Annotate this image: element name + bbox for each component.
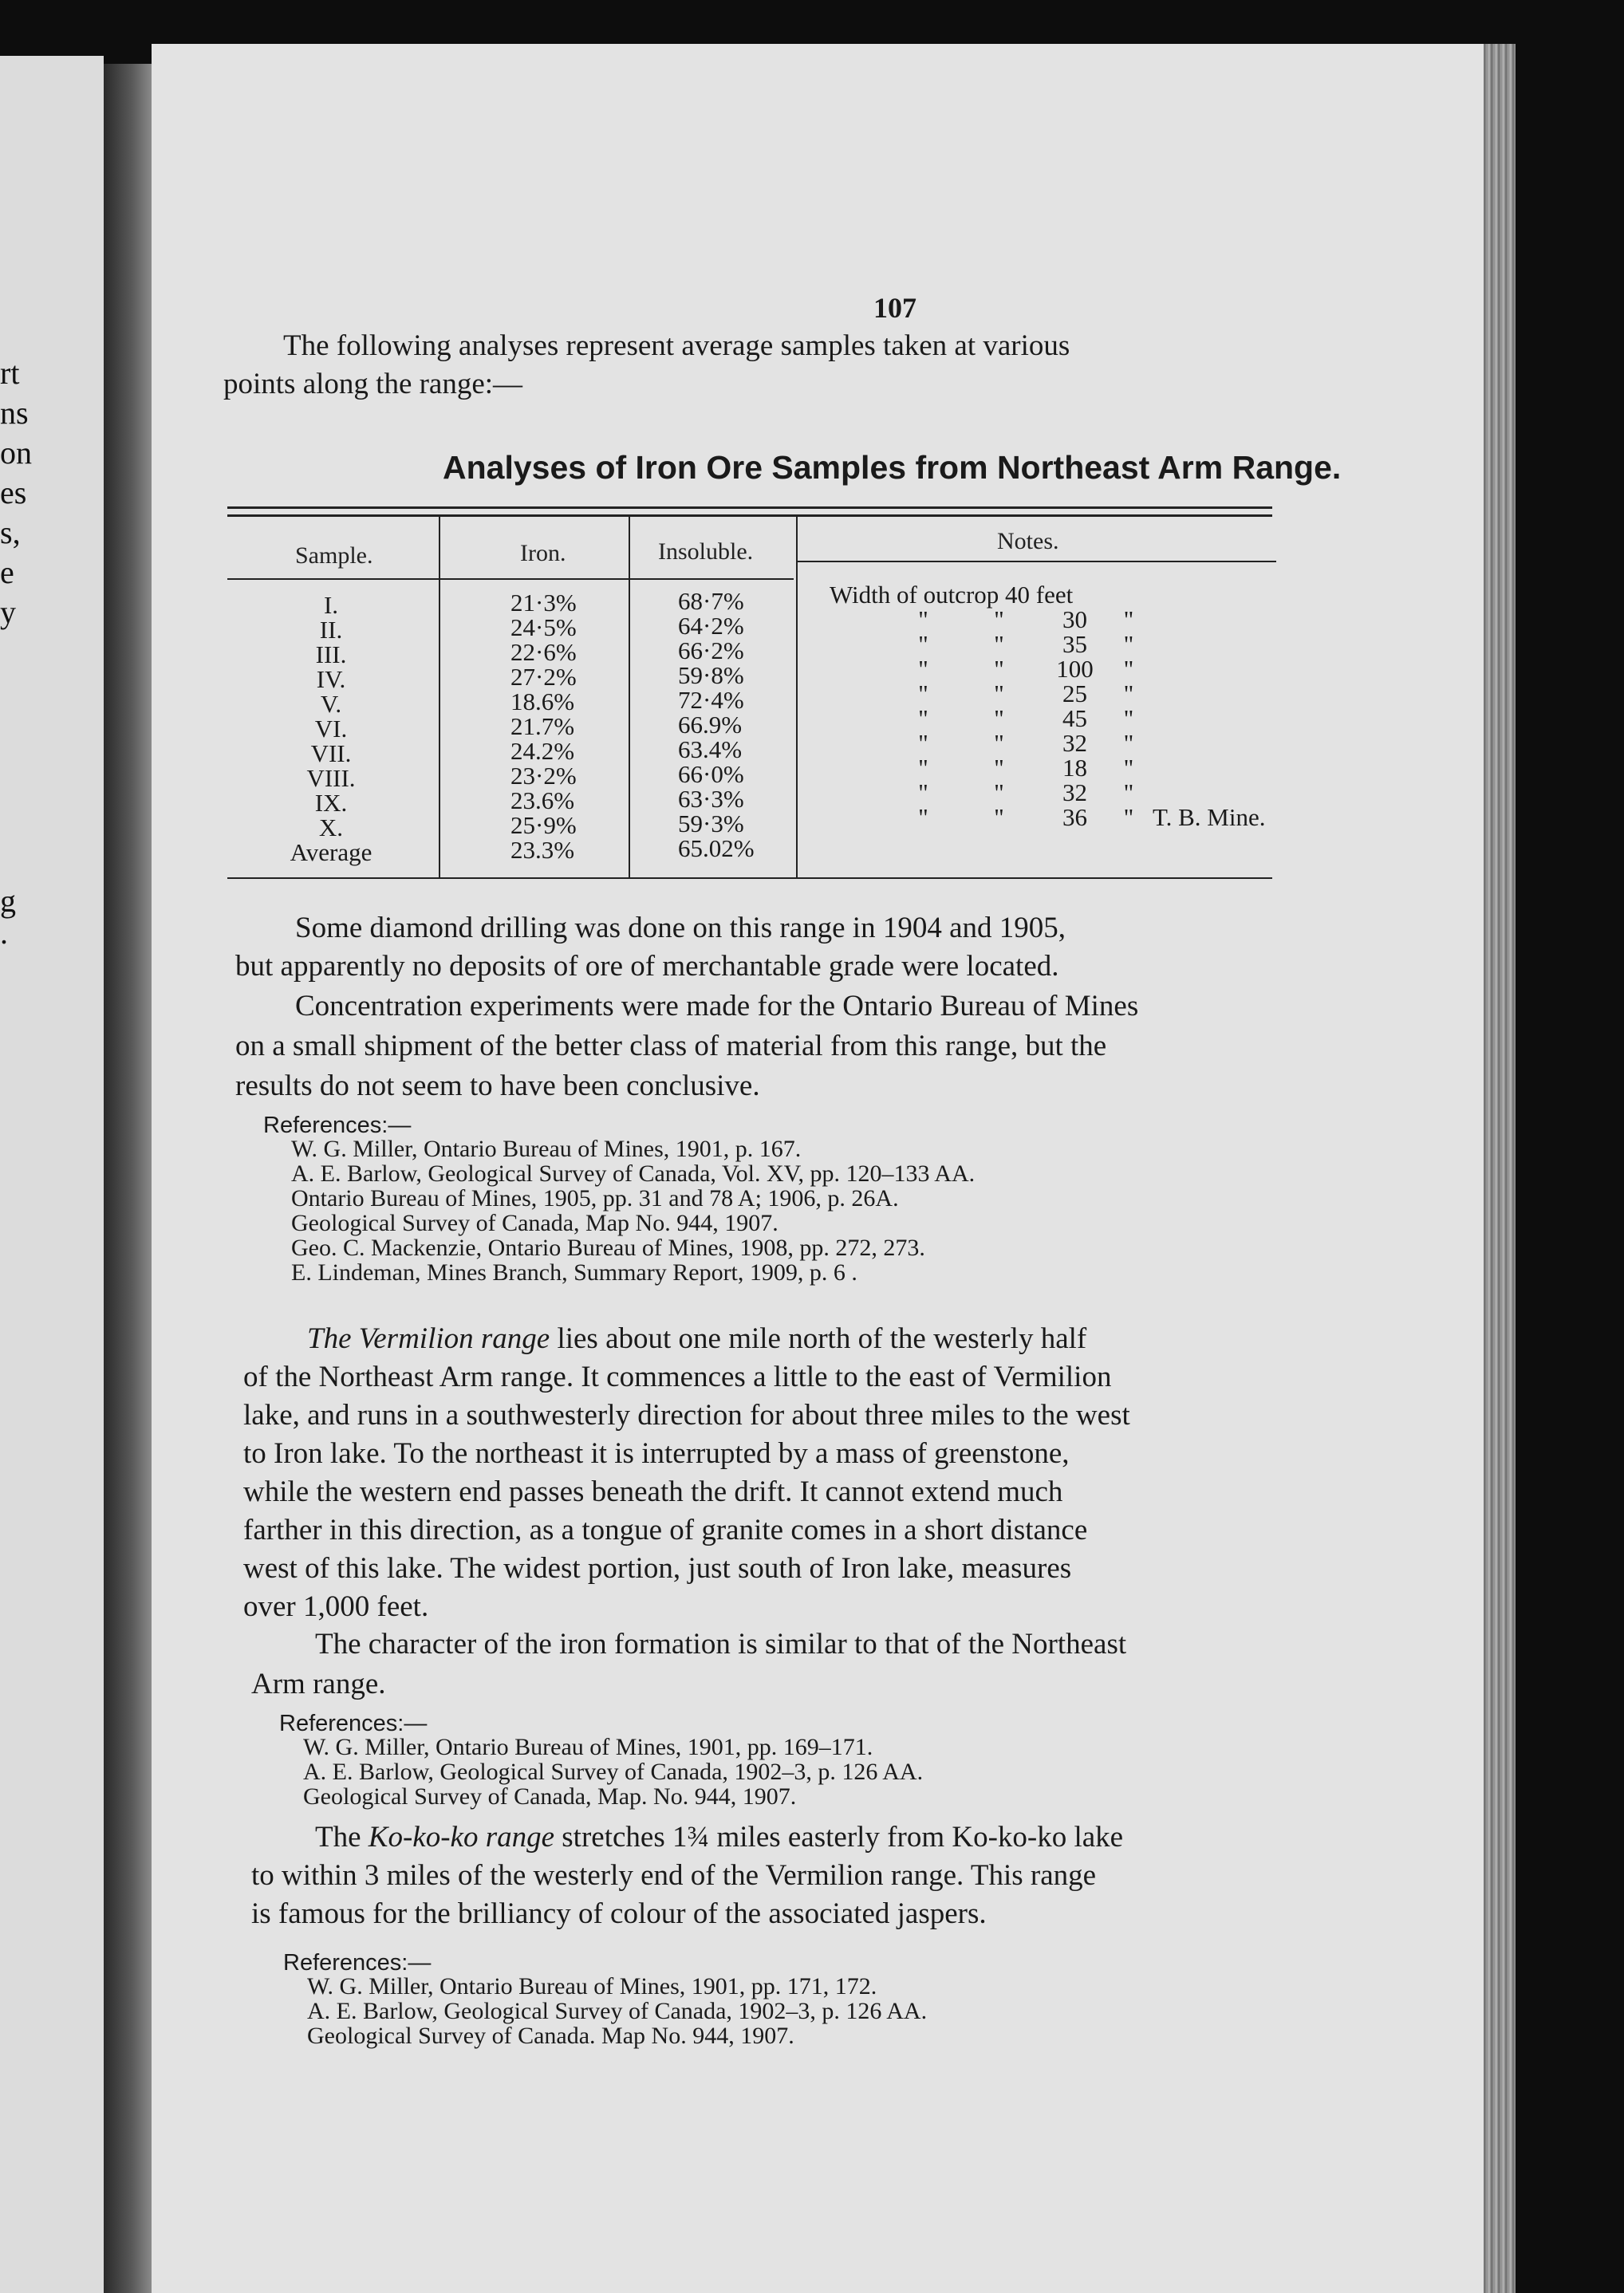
notes-row: [830, 780, 1266, 805]
paragraph-line: results do not seem to have been conclusive.: [235, 1070, 760, 1102]
references-heading: References:—: [279, 1711, 428, 1736]
left-fragment: y: [0, 594, 16, 630]
intro-line: points along the range:—: [223, 368, 523, 400]
iron-cell: 21.7%: [510, 712, 575, 740]
outcrop-feet: 35: [1062, 630, 1087, 658]
ditto-mark: ": [1123, 778, 1134, 806]
kokoko-range-name: Ko-ko-ko range: [368, 1821, 555, 1854]
reference-item: W. G. Miller, Ontario Bureau of Mines, 1901, p. 167.: [291, 1136, 802, 1162]
left-fragment: es: [0, 475, 27, 510]
insoluble-cell: 72·4%: [678, 686, 744, 714]
left-fragment: s,: [0, 514, 21, 550]
paragraph-line: but apparently no deposits of ore of merchantable grade were located.: [235, 950, 1059, 983]
insoluble-cell: 66·2%: [678, 636, 744, 664]
book-gutter: [104, 64, 152, 2293]
outcrop-feet: 32: [1062, 729, 1087, 757]
ditto-mark: ": [994, 803, 1004, 831]
paragraph-line: to within 3 miles of the westerly end of the Vermilion range. This range: [251, 1859, 1097, 1892]
paragraph-line: Some diamond drilling was done on this range in 1904 and 1905,: [295, 912, 1066, 944]
notes-row: [830, 607, 1266, 632]
paragraph-line: Concentration experiments were made for the Ontario Bureau of Mines: [295, 990, 1139, 1022]
insoluble-cell: 68·7%: [678, 587, 744, 615]
header-insoluble: Insoluble.: [658, 538, 754, 565]
notes-row: [830, 681, 1266, 706]
notes-row: [830, 656, 1266, 681]
reference-item: E. Lindeman, Mines Branch, Summary Report, 1909, p. 6 .: [291, 1259, 857, 1286]
reference-item: A. E. Barlow, Geological Survey of Canada, Vol. XV, pp. 120–133 AA.: [291, 1160, 976, 1187]
notes-row: [830, 755, 1266, 780]
paragraph-line: to Iron lake. To the northeast it is interrupted by a mass of greenstone,: [243, 1437, 1070, 1470]
insoluble-cell: 59·3%: [678, 810, 744, 837]
kokoko-prefix: The: [315, 1821, 369, 1854]
reference-item: W. G. Miller, Ontario Bureau of Mines, 1901, pp. 171, 172.: [307, 1973, 877, 1999]
ditto-mark: ": [994, 754, 1004, 782]
ditto-mark: ": [918, 778, 928, 806]
intro-line: The following analyses represent average samples taken at various: [283, 329, 1070, 362]
iron-cell: 23·2%: [510, 762, 577, 790]
notes-first: Width of outcrop 40 feet: [830, 581, 1074, 609]
column-divider: [439, 516, 440, 877]
notes-column: [830, 582, 1266, 829]
sample-cell: III.: [315, 640, 347, 668]
page-number: 107: [873, 292, 916, 324]
ditto-mark: ": [994, 680, 1004, 707]
ditto-mark: ": [1123, 803, 1134, 831]
iron-cell: 24·5%: [510, 613, 577, 641]
ditto-mark: ": [994, 704, 1004, 732]
iron-cell: 27·2%: [510, 663, 577, 691]
iron-cell: 25·9%: [510, 811, 577, 839]
reference-item: Geo. C. Mackenzie, Ontario Bureau of Mines, 1908, pp. 272, 273.: [291, 1235, 925, 1261]
reference-item: W. G. Miller, Ontario Bureau of Mines, 1901, pp. 169–171.: [303, 1734, 873, 1760]
table-top-rule: [227, 506, 1272, 509]
paragraph-line: farther in this direction, as a tongue of granite comes in a short distance: [243, 1514, 1088, 1546]
reference-item: Geological Survey of Canada, Map. No. 944, 1907.: [303, 1783, 797, 1810]
left-fragment: g: [0, 883, 16, 919]
notes-row: [830, 632, 1266, 656]
iron-cell: 24.2%: [510, 737, 575, 765]
ditto-mark: ": [918, 680, 928, 707]
outcrop-feet: 45: [1062, 704, 1087, 732]
ditto-mark: ": [918, 803, 928, 831]
ditto-mark: ": [994, 605, 1004, 633]
paragraph-line: over 1,000 feet.: [243, 1590, 429, 1623]
reference-item: Ontario Bureau of Mines, 1905, pp. 31 and 78 A; 1906, p. 26A.: [291, 1185, 899, 1212]
paragraph-line: of the Northeast Arm range. It commences a little to the east of Vermilion: [243, 1361, 1112, 1393]
ditto-mark: ": [1123, 655, 1134, 683]
outcrop-feet: 25: [1062, 680, 1087, 707]
header-notes: Notes.: [997, 528, 1059, 554]
outcrop-feet: 36: [1062, 803, 1087, 831]
notes-row: [830, 805, 1266, 829]
paragraph-line: lake, and runs in a southwesterly direction for about three miles to the west: [243, 1399, 1130, 1432]
notes-header-rule: [798, 561, 1276, 562]
ditto-mark: ": [994, 655, 1004, 683]
vermilion-first-line: [307, 1320, 1086, 1358]
reference-item: A. E. Barlow, Geological Survey of Canada, 1902–3, p. 126 AA.: [303, 1759, 924, 1785]
ditto-mark: ": [994, 729, 1004, 757]
outcrop-feet: 18: [1062, 754, 1087, 782]
reference-item: Geological Survey of Canada, Map No. 944, 1907.: [291, 1210, 778, 1236]
ditto-mark: ": [1123, 630, 1134, 658]
header-iron: Iron.: [520, 540, 566, 566]
paragraph-line: Arm range.: [251, 1668, 386, 1700]
ditto-mark: ": [1123, 729, 1134, 757]
iron-cell: 18.6%: [510, 688, 575, 715]
kokoko-first-rest: stretches 1¾ miles easterly from Ko-ko-ko lake: [554, 1821, 1124, 1854]
notes-row: [830, 706, 1266, 731]
sample-cell: VIII.: [306, 764, 356, 792]
table-top-rule: [227, 514, 1272, 517]
ditto-mark: ": [918, 655, 928, 683]
sample-cell: IV.: [316, 665, 346, 693]
ditto-mark: ": [1123, 605, 1134, 633]
ditto-mark: ": [994, 630, 1004, 658]
column-divider: [629, 516, 630, 877]
left-fragment: e: [0, 554, 14, 590]
book-page: [152, 44, 1484, 2293]
outcrop-feet: 32: [1062, 778, 1087, 806]
ditto-mark: ": [918, 605, 928, 633]
left-fragment: .: [0, 915, 8, 951]
ditto-mark: ": [994, 778, 1004, 806]
references-heading: References:—: [263, 1113, 412, 1138]
tb-mine-note: T. B. Mine.: [1153, 803, 1266, 831]
sample-cell: X.: [318, 814, 344, 841]
sample-cell: I.: [323, 591, 339, 619]
table-bottom-rule: [227, 877, 1272, 879]
sample-cell: V.: [320, 690, 342, 718]
sample-cell: VII.: [310, 739, 352, 767]
insoluble-cell: 63·3%: [678, 785, 744, 813]
paragraph-line: is famous for the brilliancy of colour of the associated jaspers.: [251, 1897, 987, 1930]
sample-cell: II.: [319, 616, 343, 644]
sample-cell: Average: [290, 838, 372, 866]
ditto-mark: ": [1123, 704, 1134, 732]
header-sample: Sample.: [295, 542, 373, 569]
notes-row: [830, 731, 1266, 755]
iron-cell: 23.3%: [510, 836, 575, 864]
ditto-mark: ": [918, 630, 928, 658]
left-fragment: ns: [0, 395, 29, 431]
column-divider: [796, 516, 798, 877]
iron-cell: 21·3%: [510, 589, 577, 617]
iron-cell: 23.6%: [510, 786, 575, 814]
paragraph-line: while the western end passes beneath the drift. It cannot extend much: [243, 1475, 1063, 1508]
outcrop-feet: 100: [1056, 655, 1094, 683]
insoluble-cell: 59·8%: [678, 661, 744, 689]
references-heading: References:—: [283, 1950, 432, 1976]
reference-item: A. E. Barlow, Geological Survey of Canada, 1902–3, p. 126 AA.: [307, 1998, 928, 2024]
insoluble-cell: 63.4%: [678, 735, 743, 763]
ditto-mark: ": [918, 729, 928, 757]
ditto-mark: ": [1123, 754, 1134, 782]
header-rule: [227, 578, 794, 580]
insoluble-cell: 65.02%: [678, 834, 755, 862]
vermilion-range-name: The Vermilion range: [307, 1322, 550, 1355]
paragraph-line: west of this lake. The widest portion, just south of Iron lake, measures: [243, 1552, 1072, 1585]
sample-column: [259, 593, 403, 865]
iron-cell: 22·6%: [510, 638, 577, 666]
kokoko-first-line: [315, 1818, 1123, 1857]
left-facing-page: [0, 56, 104, 2293]
ditto-mark: ": [918, 754, 928, 782]
left-fragment: rt: [0, 355, 20, 391]
page-edge: [1480, 44, 1516, 2293]
vermilion-first-rest: lies about one mile north of the westerly half: [550, 1322, 1087, 1355]
insoluble-column: [678, 589, 755, 861]
table-title: Analyses of Iron Ore Samples from Northeast Arm Range.: [443, 449, 1342, 486]
insoluble-cell: 66·0%: [678, 760, 744, 788]
insoluble-cell: 64·2%: [678, 612, 744, 640]
iron-column: [510, 590, 577, 862]
outcrop-feet: 30: [1062, 605, 1087, 633]
paragraph-line: The character of the iron formation is similar to that of the Northeast: [315, 1628, 1127, 1661]
paragraph-line: on a small shipment of the better class of material from this range, but the: [235, 1030, 1107, 1062]
sample-cell: VI.: [314, 715, 348, 743]
reference-item: Geological Survey of Canada. Map No. 944, 1907.: [307, 2023, 794, 2049]
ditto-mark: ": [1123, 680, 1134, 707]
left-fragment: on: [0, 435, 32, 471]
sample-cell: IX.: [314, 789, 348, 817]
insoluble-cell: 66.9%: [678, 711, 743, 739]
ditto-mark: ": [918, 704, 928, 732]
